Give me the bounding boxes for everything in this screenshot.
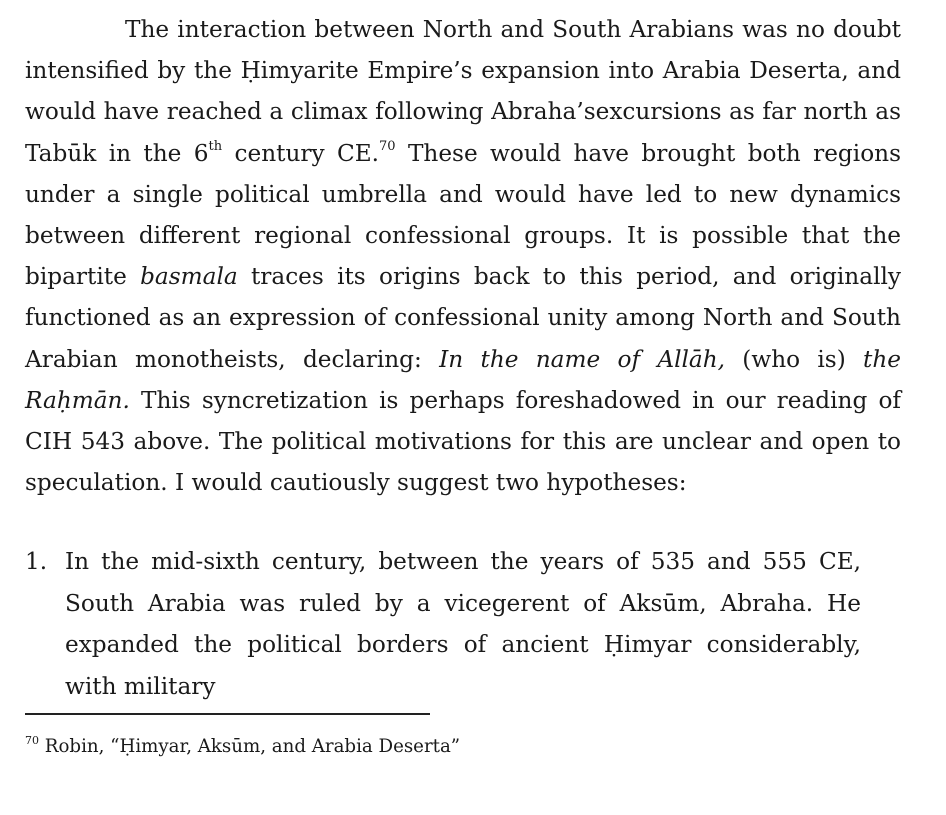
body-paragraph [25, 9, 901, 503]
numbered-list [25, 541, 861, 707]
italic-term: basmala [140, 263, 238, 291]
paragraph-text: (who is) [725, 345, 864, 373]
paragraph-text: These would have brought both regions under a single political umbrella and would have led to new dynamics between different regional confessional groups. It is possible that the bipartite [25, 139, 901, 291]
footnote-reference[interactable]: 70 [379, 138, 396, 154]
footnote-number: 70 [25, 733, 39, 747]
paragraph-text: traces its origins back to this period, and originally functioned as an expression of confessional unity among North and South Arabian monotheists, declaring: [25, 263, 901, 373]
footnote-divider [25, 713, 430, 715]
list-item-text: In the mid-sixth century, between the years of 535 and 555 CE, South Arabia was ruled by a vicegerent of Aksūm, Abraha. He expanded the political borders of ancient Ḥimyar considerably, with military [65, 548, 861, 700]
footnote-text: Robin, “Ḥimyar, Aksūm, and Arabia Deserta” [39, 736, 461, 757]
ordinal-superscript: th [208, 138, 223, 154]
list-item [25, 541, 861, 707]
list-item-number: 1. [25, 548, 48, 575]
footnote [25, 733, 905, 761]
italic-quote: In the name of Allāh, [439, 345, 726, 373]
paragraph-text: The interaction between North and South Arabians was no doubt intensified by the Ḥimyarite Empire’s expansion into Arabia Deserta, and would have reached a climax following Abraha’sexcursions as far north as Tabūk in the 6 [25, 16, 901, 167]
paragraph-text: This syncretization is perhaps foreshadowed in our reading of CIH 543 above. The political motivations for this are unclear and open to speculation. I would cautiously suggest two hypotheses: [25, 386, 901, 497]
paragraph-text: century CE. [222, 139, 380, 167]
italic-quote: the Raḥmān. [25, 345, 902, 414]
